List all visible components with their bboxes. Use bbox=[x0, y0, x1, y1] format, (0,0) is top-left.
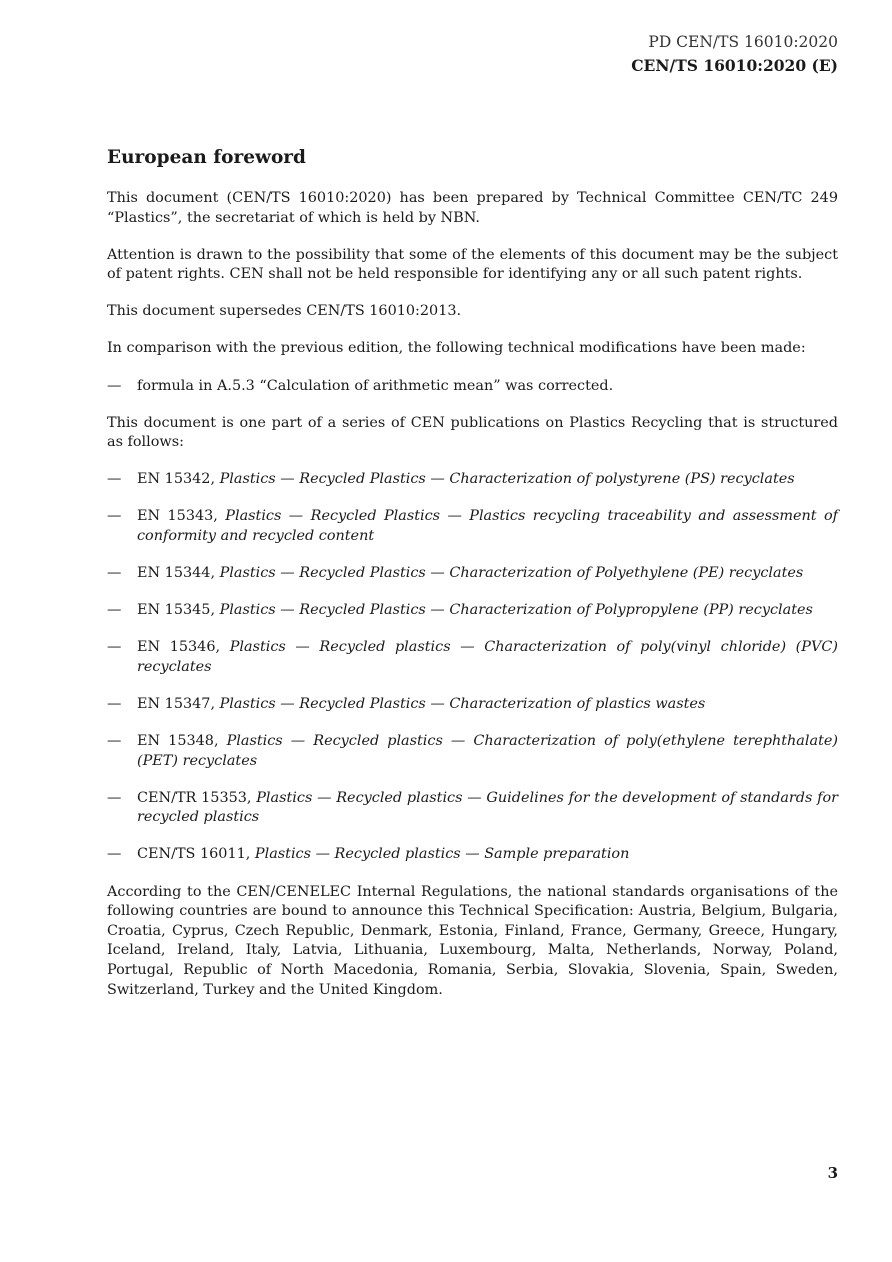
list-dash: — bbox=[107, 508, 122, 525]
standard-reference: EN 15348, bbox=[137, 733, 227, 750]
paragraph-patent-rights: Attention is drawn to the possibility that some of the elements of this document may be the subject of patent rights. CEN shall not be held responsible for identifying any or all such patent rights. bbox=[107, 246, 838, 283]
standard-reference: EN 15343, bbox=[137, 508, 226, 525]
standard-title: Plastics — Recycled plastics — Sample preparation bbox=[254, 846, 630, 863]
standard-title: Plastics — Recycled plastics — Characterization of poly(ethylene terephthalate) (PET) recyclates bbox=[137, 733, 838, 769]
section-title: European foreword bbox=[107, 147, 306, 168]
modification-text: formula in A.5.3 “Calculation of arithmetic mean” was corrected. bbox=[137, 377, 614, 394]
standard-reference: EN 15347, bbox=[137, 696, 220, 712]
paragraph-series-intro: This document is one part of a series of CEN publications on Plastics Recycling that is structured as follows: bbox=[107, 414, 838, 451]
list-dash: — bbox=[107, 789, 122, 806]
standard-reference: EN 15346, bbox=[137, 639, 230, 656]
standard-reference: EN 15344, bbox=[137, 565, 220, 582]
series-list bbox=[107, 470, 838, 865]
list-dash: — bbox=[107, 471, 122, 488]
standard-title: Plastics — Recycled plastics — Guidelines for the development of standards for recycled plastics bbox=[137, 789, 838, 826]
standard-title: Plastics — Recycled Plastics — Plastics recycling traceability and assessment of conformity and recycled content bbox=[137, 508, 838, 545]
page-number: 3 bbox=[827, 1164, 838, 1182]
foreword-content bbox=[107, 145, 838, 1018]
list-dash: — bbox=[107, 639, 122, 656]
list-dash: — bbox=[107, 733, 122, 750]
paragraph-preparation: This document (CEN/TS 16010:2020) has been prepared by Technical Committee CEN/TC 249 “Plastics”, the secretariat of which is held by NBN. bbox=[107, 190, 838, 226]
standard-reference: CEN/TS 16011, bbox=[137, 846, 255, 863]
standard-reference: CEN/TR 15353, bbox=[137, 789, 257, 806]
list-item bbox=[107, 638, 838, 677]
list-item bbox=[107, 470, 838, 490]
list-dash: — bbox=[107, 696, 122, 712]
list-dash: — bbox=[107, 565, 122, 582]
list-item bbox=[107, 789, 838, 828]
list-item bbox=[107, 845, 838, 865]
list-dash: — bbox=[107, 846, 122, 863]
list-item bbox=[107, 507, 838, 546]
standard-title: Plastics — Recycled Plastics — Characterization of Polypropylene (PP) recyclates bbox=[219, 602, 813, 619]
modification-list-item bbox=[107, 377, 838, 397]
list-dash: — bbox=[107, 377, 122, 394]
document-header bbox=[631, 30, 838, 78]
standard-reference: EN 15342, bbox=[137, 471, 220, 488]
standard-title: Plastics — Recycled plastics — Characterization of poly(vinyl chloride) (PVC) recyclates bbox=[137, 639, 838, 675]
standard-title: Plastics — Recycled Plastics — Characterization of polystyrene (PS) recyclates bbox=[219, 471, 795, 488]
paragraph-modifications-intro: In comparison with the previous edition, the following technical modifications have been made: bbox=[107, 340, 806, 357]
header-pd-reference: PD CEN/TS 16010:2020 bbox=[648, 33, 838, 51]
list-item bbox=[107, 695, 838, 715]
standard-title: Plastics — Recycled Plastics — Characterization of Polyethylene (PE) recyclates bbox=[219, 565, 804, 582]
list-item bbox=[107, 601, 838, 621]
paragraph-national-bodies: According to the CEN/CENELEC Internal Regulations, the national standards organisations of the following countries are bound to announce this Technical Specification: Austria, Belgium, Bulgaria, Croatia, Cyprus, Czech Republic, Denmark, Estonia, Finland, France, Germany, Greece, Hungary, Iceland, Ireland, Italy, Latvia, Lithuania, Luxembourg, Malta, Netherlands, Norway, Poland, Portugal, Republic of North Macedonia, Romania, Serbia, Slovakia, Slovenia, Spain, Sweden, Switzerland, Turkey and the United Kingdom. bbox=[107, 883, 838, 998]
standard-reference: EN 15345, bbox=[137, 602, 220, 619]
standard-title: Plastics — Recycled Plastics — Characterization of plastics wastes bbox=[219, 696, 706, 712]
list-dash: — bbox=[107, 602, 122, 619]
list-item bbox=[107, 732, 838, 771]
paragraph-supersedes: This document supersedes CEN/TS 16010:2013. bbox=[107, 303, 462, 320]
header-ts-reference: CEN/TS 16010:2020 (E) bbox=[631, 56, 838, 75]
list-item bbox=[107, 564, 838, 584]
